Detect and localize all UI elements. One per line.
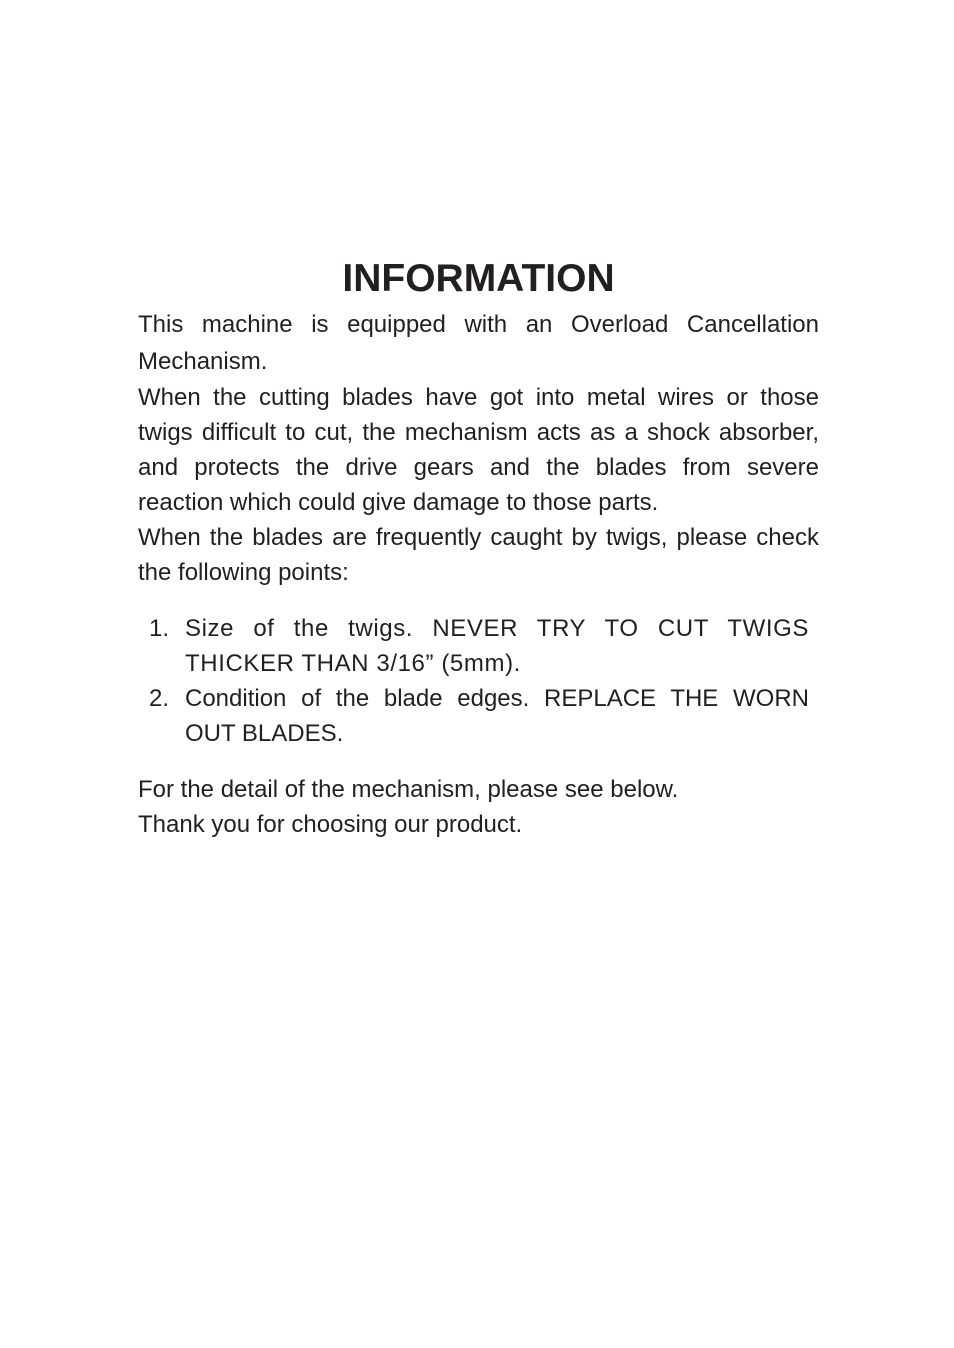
mechanism-paragraph: When the cutting blades have got into metal wires or those twigs difficult to cut, the mechanism acts as a shock absorber, and protects the drive gears and the blades from severe reaction which could give damage to those parts.: [138, 384, 819, 516]
intro-paragraph: This machine is equipped with an Overload Cancellation Mechanism.: [138, 311, 819, 375]
list-item: [138, 681, 819, 751]
list-item-number: 2.: [149, 685, 170, 712]
list-item: [138, 611, 819, 681]
list-item-text: Condition of the blade edges. REPLACE THE WORN OUT BLADES.: [185, 685, 809, 747]
list-item-number: 1.: [149, 615, 170, 642]
list-item-text: Size of the twigs. NEVER TRY TO CUT TWIGS THICKER THAN 3/16” (5mm).: [185, 615, 809, 677]
check-points-paragraph: When the blades are frequently caught by twigs, please check the following points:: [138, 524, 819, 586]
closing-detail-line: For the detail of the mechanism, please see below.: [138, 776, 679, 803]
check-points-list: [138, 611, 819, 751]
page-title: INFORMATION: [342, 257, 615, 300]
closing-thanks-line: Thank you for choosing our product.: [138, 811, 523, 838]
document-page: [138, 255, 819, 842]
